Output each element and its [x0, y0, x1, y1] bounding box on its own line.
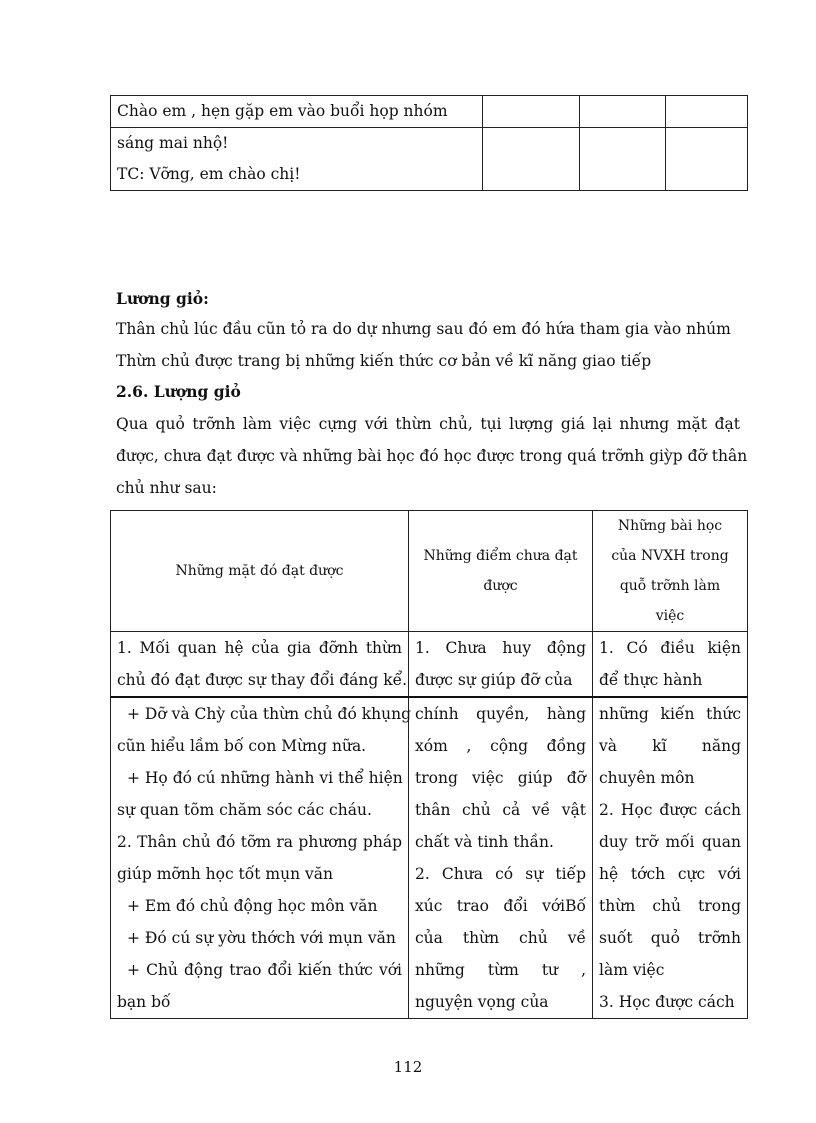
table-cell: chính quyền, hàng xóm , cộng đồng trong việc giúp đỡ thân chủ cả về vật chất và tinh thần. 2. Chưa có sự tiếp xúc trao đổi vớiBố của thừn chủ về những từm tư , nguyện vọng của: [409, 697, 593, 1019]
table-row: [111, 632, 748, 698]
paragraph-line: Qua quỏ trỡnh làm việc cựng với thừn chủ, tụi lượng giá lại nhưng mặt đạt: [116, 415, 740, 433]
table-cell: [666, 96, 748, 128]
table-cell: sáng mai nhộ! TC: Vỡng, em chào chị!: [111, 128, 483, 191]
table-cell: [580, 96, 666, 128]
evaluation-paragraph: [116, 408, 748, 504]
table-header-row: [111, 511, 748, 632]
table-row: [111, 96, 748, 128]
paragraph-line: được, chưa đạt được và những bài học đó học được trong quá trỡnh giỳp đỡ thân: [116, 447, 748, 465]
dialogue-table: [110, 95, 748, 191]
section-heading: Lương giỏ:: [116, 289, 209, 308]
table-cell: [580, 128, 666, 191]
table-cell: [483, 96, 580, 128]
table-row: [111, 697, 748, 1019]
header-achieved: Những mặt đó đạt được: [111, 511, 409, 632]
subsection-heading: 2.6. Lượng giỏ: [116, 382, 241, 401]
table-cell: 1. Chưa huy động được sự giúp đỡ của: [409, 632, 593, 698]
table-cell: 1. Mối quan hệ của gia đỡnh thừn chủ đó đạt được sự thay đổi đáng kể.: [111, 632, 409, 698]
table-row: [111, 128, 748, 191]
page-number: 112: [393, 1058, 423, 1076]
table-cell: + Dỡ và Chỳ của thừn chủ đó khụng cũn hiểu lầm bố con Mừng nữa. + Họ đó cú những hành vi thể hiện sự quan tõm chăm sóc các cháu. 2. Thân chủ đó tỡm ra phương pháp giúp mỡnh học tốt mụn văn + Em đó chủ động học môn văn + Đó cú sự yờu thớch với mụn văn + Chủ động trao đổi kiến thức với bạn bố: [111, 697, 409, 1019]
paragraph-line: Thừn chủ được trang bị những kiến thức cơ bản về kĩ năng giao tiếp: [116, 352, 652, 370]
table-cell: Chào em , hẹn gặp em vào buổi họp nhóm: [111, 96, 483, 128]
table-cell: [483, 128, 580, 191]
table-cell: những kiến thức và kĩ năng chuyên môn 2. Học được cách duy trỡ mối quan hệ tớch cực với thừn chủ trong suốt quỏ trỡnh làm việc 3. Học được cách: [593, 697, 748, 1019]
header-lessons: Những bài học của NVXH trong quỗ trỡnh làm việc: [593, 511, 748, 632]
header-not-achieved: Những điểm chưa đạt được: [409, 511, 593, 632]
paragraph-line: chủ như sau:: [116, 479, 217, 497]
table-cell: [666, 128, 748, 191]
paragraph-line: Thân chủ lúc đầu cũn tỏ ra do dự nhưng sau đó em đó hứa tham gia vào nhúm: [116, 320, 731, 338]
table-cell: 1. Có điều kiện để thực hành: [593, 632, 748, 698]
evaluation-table: [110, 510, 748, 1019]
